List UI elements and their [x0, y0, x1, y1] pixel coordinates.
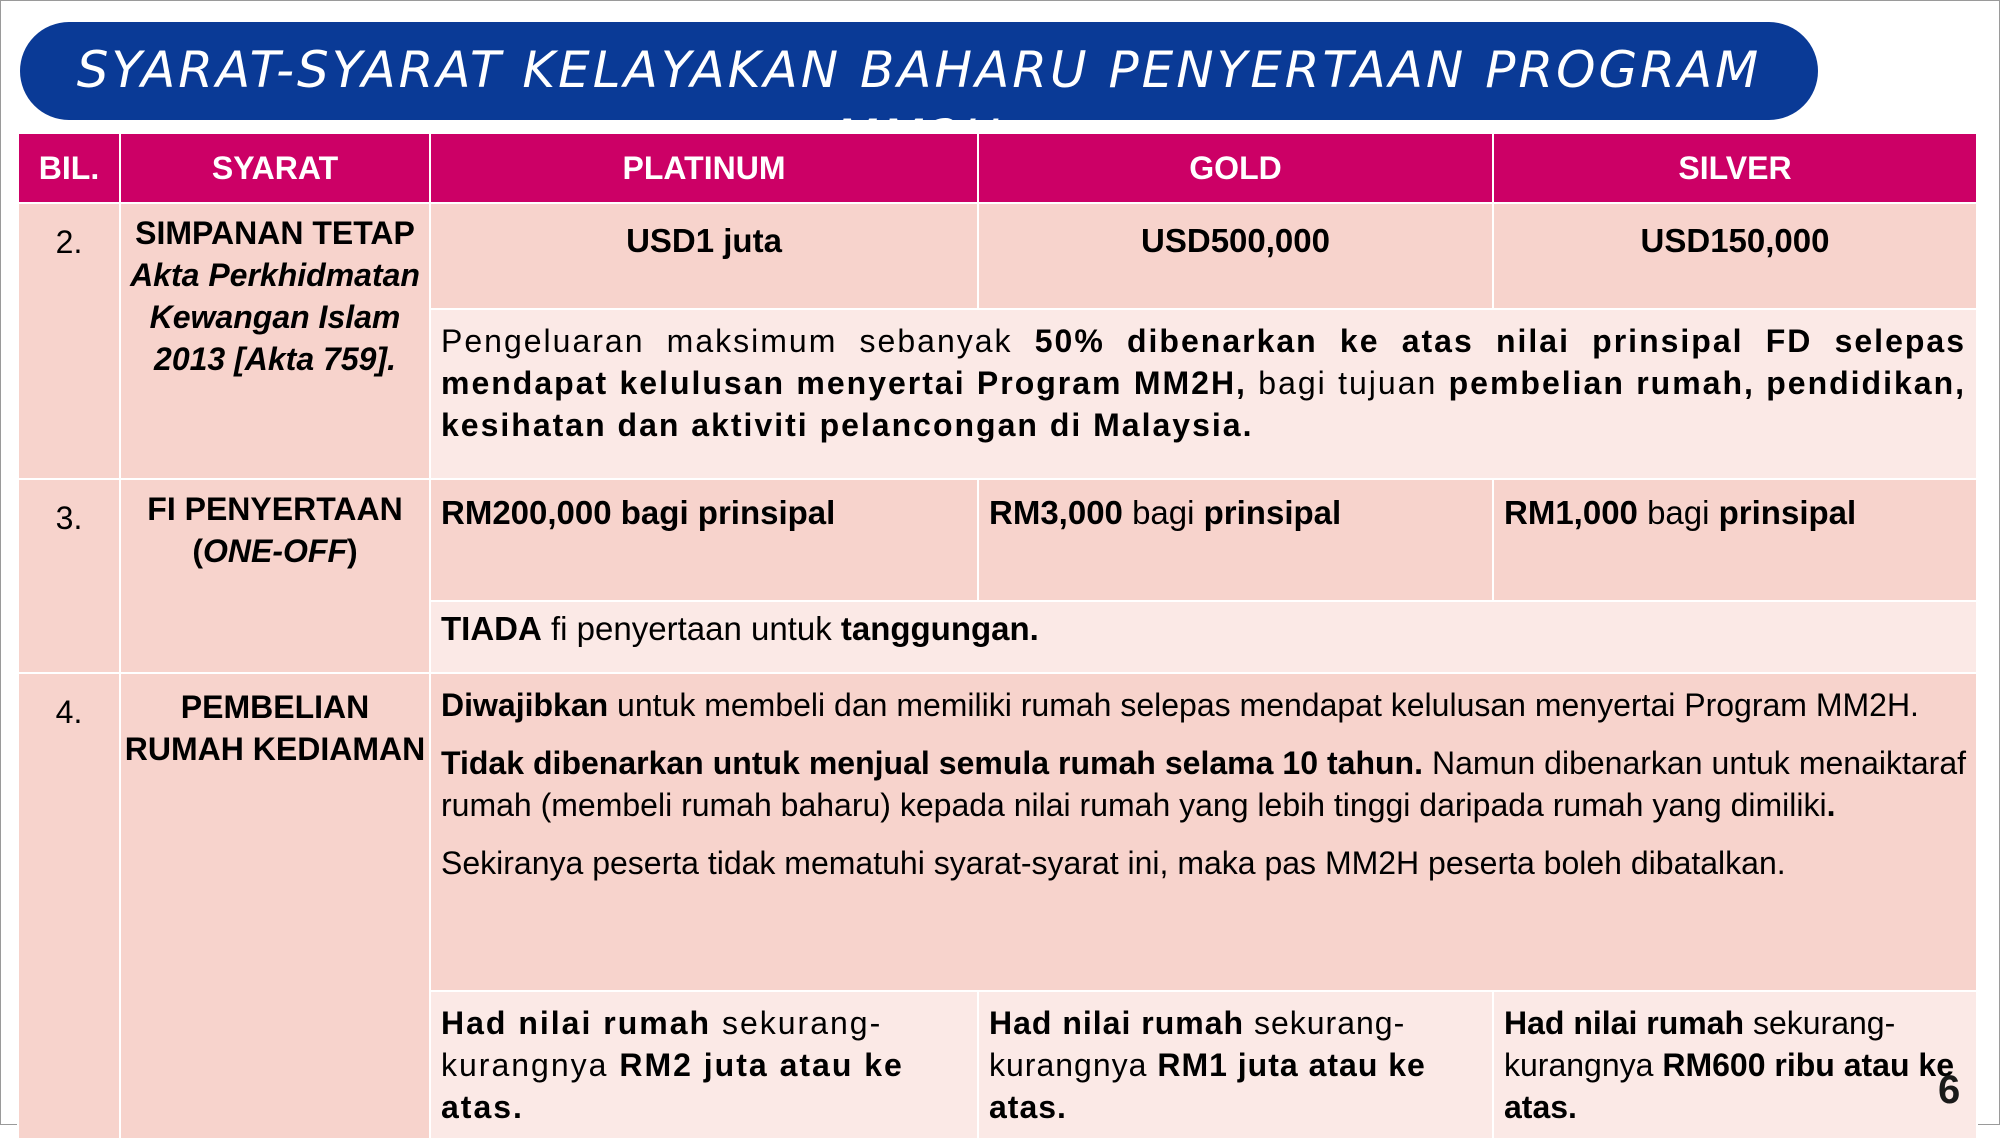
row2-silver: USD150,000: [1493, 203, 1977, 309]
row4-platinum-text: sekurang-kurangnya: [441, 1005, 883, 1083]
row4-silver-bold: Had nilai rumah: [1504, 1005, 1745, 1041]
row4-silver: [1493, 991, 1977, 1139]
row3-note: [430, 601, 1977, 673]
row3-platinum-text: RM200,000 bagi prinsipal: [441, 494, 836, 531]
row4-platinum: [430, 991, 978, 1139]
row3-syarat-sub: ONE-OFF: [203, 533, 347, 569]
row2-note-text: bagi tujuan: [1246, 365, 1449, 401]
table-row: [18, 673, 1977, 991]
row4-gold-text: sekurang-kurangnya: [989, 1005, 1406, 1083]
header-bil: BIL.: [18, 133, 120, 203]
row2-syarat-main: SIMPANAN TETAP: [135, 215, 415, 251]
row4-silver-bold: RM600 ribu atau ke atas.: [1504, 1047, 1954, 1125]
row3-silver-end: prinsipal: [1718, 494, 1857, 531]
row4-paragraph-1: [441, 684, 1966, 726]
row3-note-bold: tanggungan.: [840, 610, 1039, 647]
row2-syarat: [120, 203, 430, 479]
table-row: [18, 479, 1977, 601]
row4-paragraph-2: [441, 742, 1966, 826]
row4-gold-bold: Had nilai rumah: [989, 1005, 1245, 1041]
row2-bil: 2.: [18, 203, 120, 479]
row2-note-text: Pengeluaran maksimum sebanyak: [441, 323, 1035, 359]
row4-p1-bold: Diwajibkan: [441, 687, 609, 723]
row3-paren: (: [192, 533, 203, 569]
row2-note-bold: 50% dibenarkan ke atas nilai prinsipal FD selepas mendapat kelulusan menyertai Program MM2H,: [441, 323, 1967, 401]
row3-gold-amount: RM3,000: [989, 494, 1123, 531]
row4-platinum-bold: RM2 juta atau ke atas.: [441, 1047, 904, 1125]
row3-bil: 3.: [18, 479, 120, 673]
table-row: [18, 203, 1977, 309]
page-title: SYARAT-SYARAT KELAYAKAN BAHARU PENYERTAAN PROGRAM: [76, 41, 1762, 99]
table-header-row: [18, 133, 1977, 203]
row3-silver-amount: RM1,000: [1504, 494, 1638, 531]
title-banner: [20, 22, 1818, 120]
row4-description: [430, 673, 1977, 991]
row4-paragraph-3: Sekiranya peserta tidak mematuhi syarat-syarat ini, maka pas MM2H peserta boleh dibatalkan.: [441, 845, 1786, 881]
row4-p1-text: untuk membeli dan memiliki rumah selepas mendapat kelulusan menyertai Program MM2H.: [608, 687, 1919, 723]
row4-p2-text: Namun dibenarkan untuk menaiktaraf rumah (membeli rumah baharu) kepada nilai rumah yang lebih tinggi daripada rumah yang dimiliki: [441, 745, 1967, 823]
row4-syarat: PEMBELIAN RUMAH KEDIAMAN: [120, 673, 430, 1139]
header-platinum: PLATINUM: [430, 133, 978, 203]
row3-silver-mid: bagi: [1637, 494, 1719, 531]
row4-p2-bold: Tidak dibenarkan untuk menjual semula rumah selama 10 tahun.: [441, 745, 1423, 781]
row4-bil: 4.: [18, 673, 120, 1139]
row3-silver: [1493, 479, 1977, 601]
row3-paren: ): [346, 533, 358, 569]
row4-gold-bold: RM1 juta atau ke atas.: [989, 1047, 1426, 1125]
row3-gold-mid: bagi: [1122, 494, 1204, 531]
row3-syarat-sub-wrap: [121, 530, 429, 572]
page-number: 6: [1938, 1068, 1961, 1112]
row3-syarat: [120, 479, 430, 673]
row3-platinum: [430, 479, 978, 601]
row4-silver-text: sekurang-kurangnya: [1504, 1005, 1896, 1083]
row2-note-bold: pembelian rumah, pendidikan, kesihatan dan aktiviti pelancongan di Malaysia.: [441, 365, 1967, 443]
row2-syarat-sub: Akta Perkhidmatan Kewangan Islam 2013 [Akta 759].: [130, 257, 420, 377]
row2-note: [430, 309, 1977, 479]
row2-gold: USD500,000: [978, 203, 1493, 309]
row3-syarat-main: FI PENYERTAAN: [147, 491, 403, 527]
row3-gold-end: prinsipal: [1203, 494, 1342, 531]
row3-gold: [978, 479, 1493, 601]
row2-platinum: USD1 juta: [430, 203, 978, 309]
row3-note-bold: TIADA: [441, 610, 542, 647]
requirements-table: [17, 132, 1978, 1140]
header-silver: SILVER: [1493, 133, 1977, 203]
header-syarat: SYARAT: [120, 133, 430, 203]
row3-note-text: fi penyertaan untuk: [541, 610, 841, 647]
row4-p2-end: .: [1826, 787, 1836, 823]
row4-gold: [978, 991, 1493, 1139]
header-gold: GOLD: [978, 133, 1493, 203]
row4-platinum-bold: Had nilai rumah: [441, 1005, 712, 1041]
